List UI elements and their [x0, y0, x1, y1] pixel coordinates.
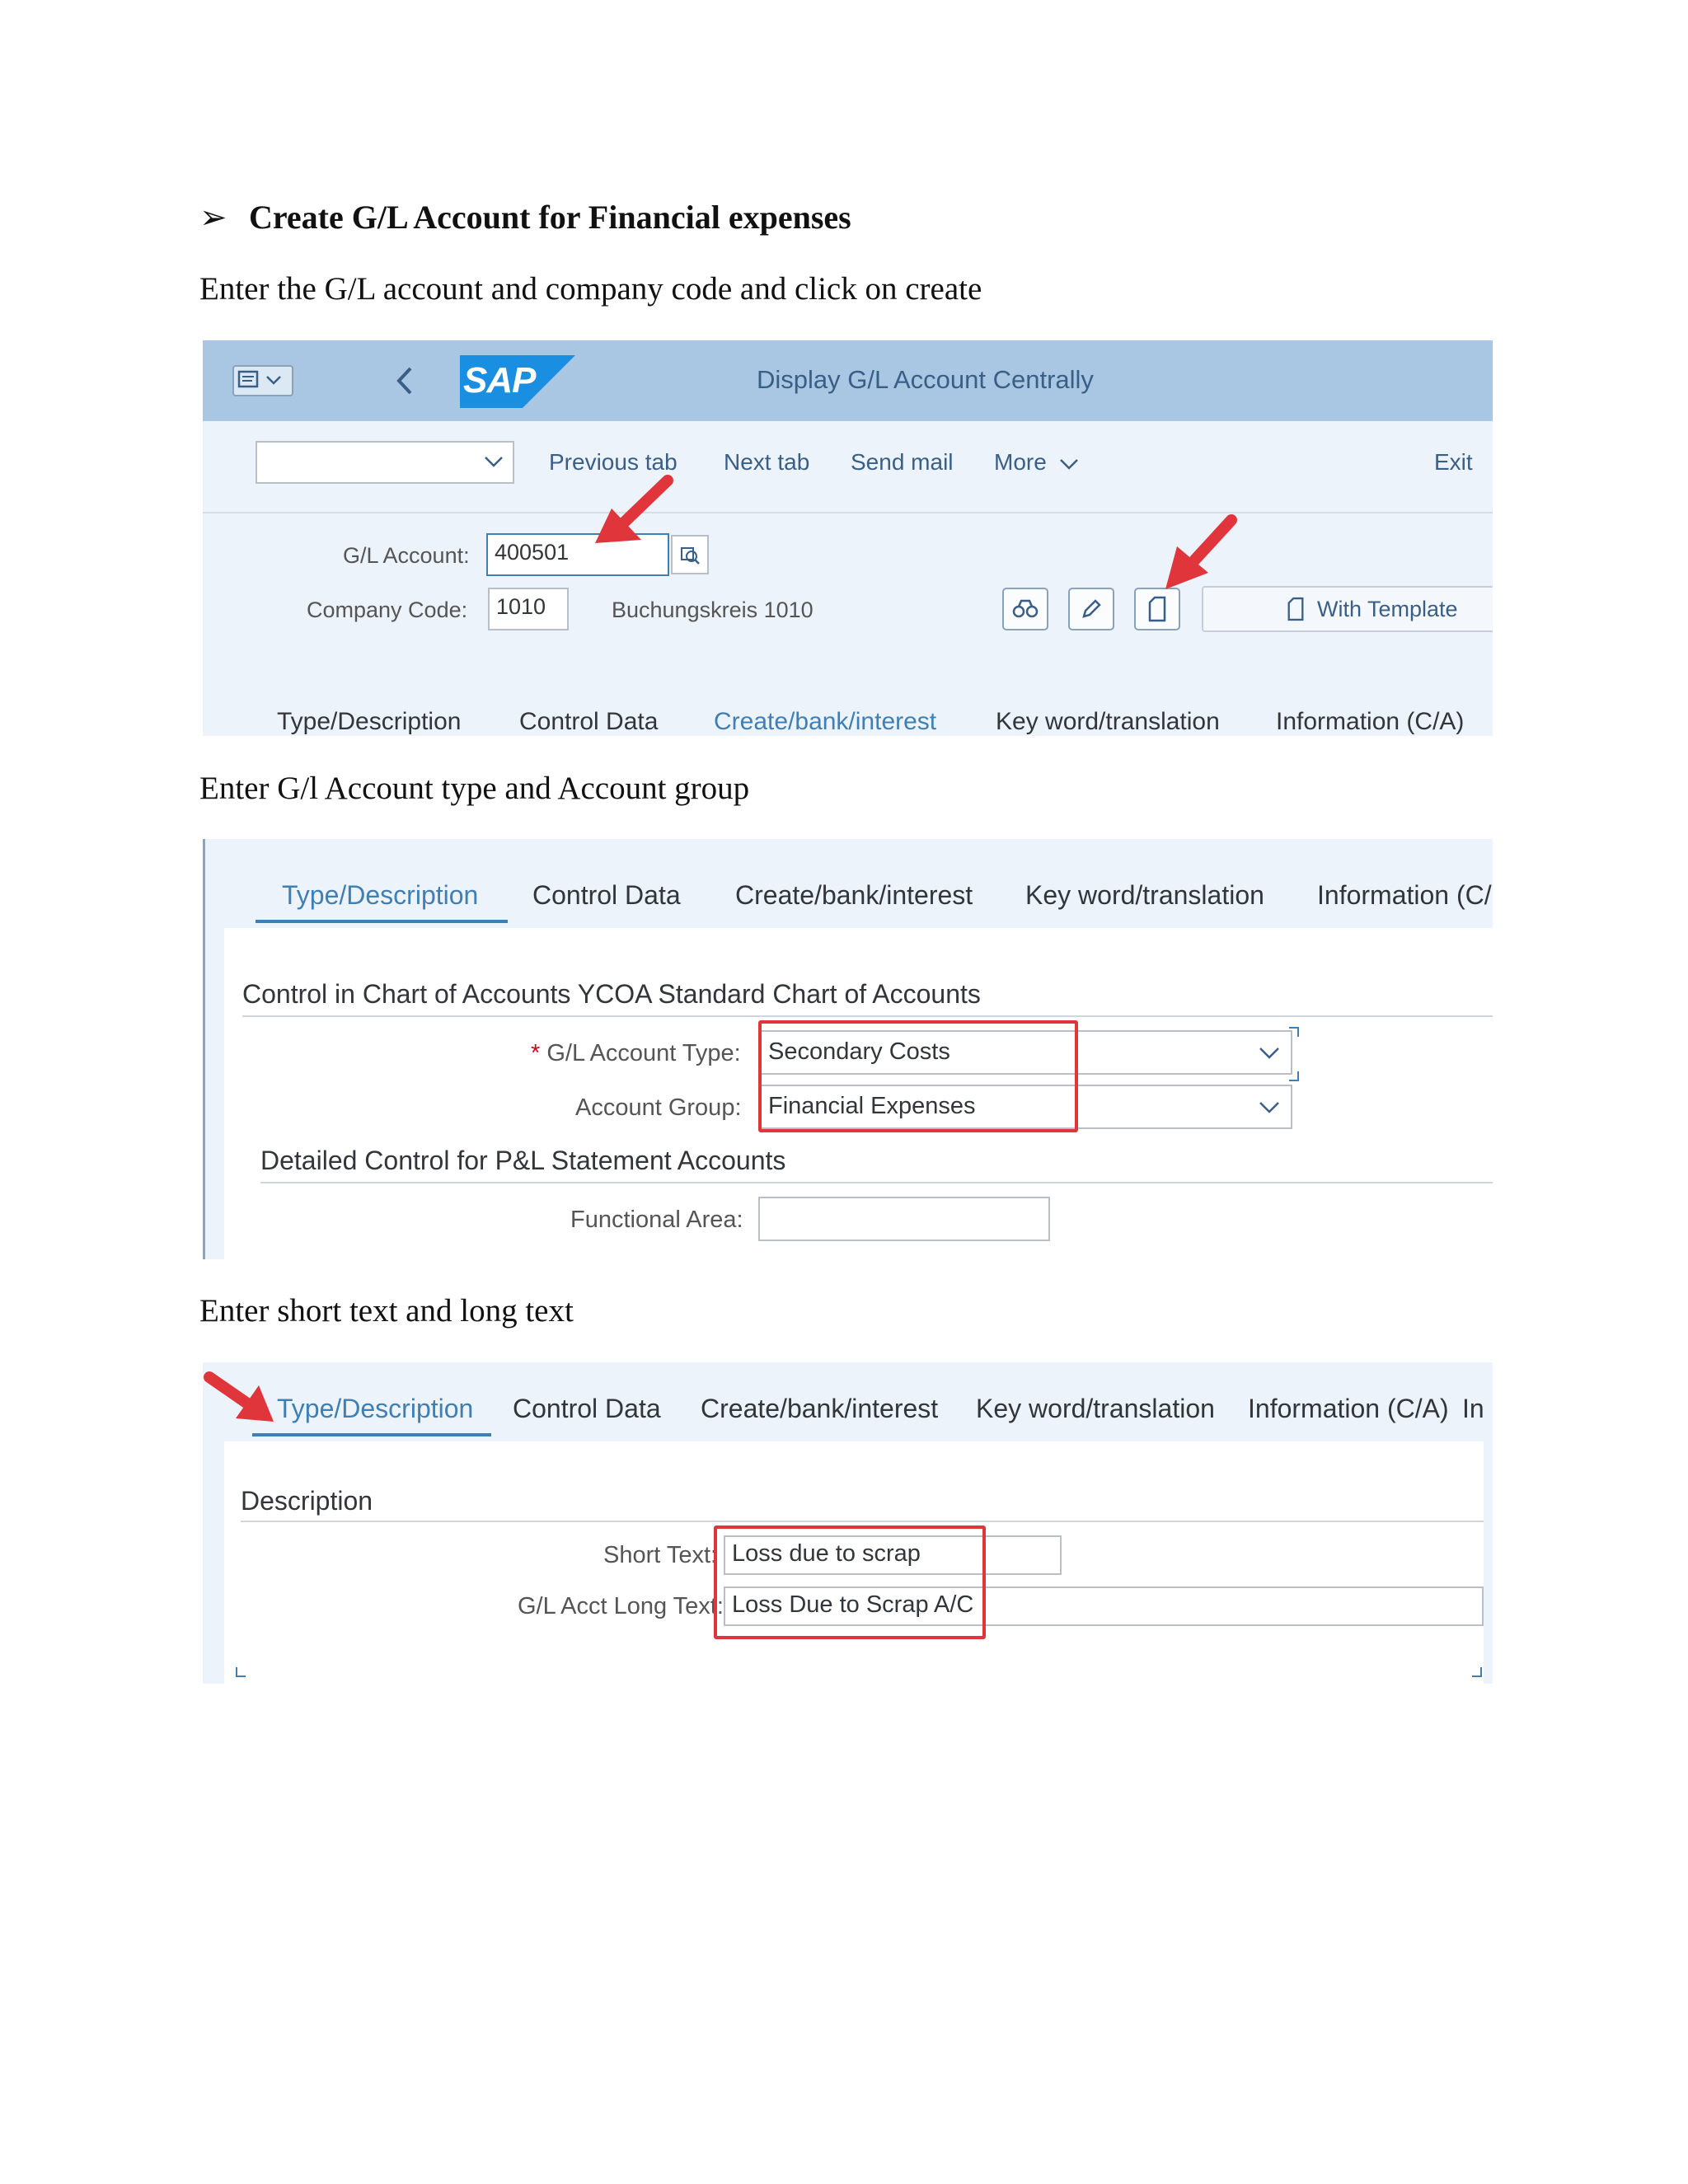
- screenshot-description: [203, 1362, 1493, 1684]
- annotation-arrow-icon: [1159, 513, 1250, 596]
- account-group-label: Account Group:: [575, 1094, 742, 1121]
- tab-create-bank-interest[interactable]: Create/bank/interest: [714, 708, 937, 735]
- previous-tab-button[interactable]: Previous tab: [549, 449, 678, 475]
- step3-text: Enter short text and long text: [199, 1293, 574, 1329]
- new-document-icon: [1286, 597, 1306, 621]
- shell-bar: [203, 340, 1493, 421]
- screenshot-type-description: [203, 839, 1493, 1259]
- with-template-label: With Template: [1317, 596, 1458, 621]
- account-type-label-text: G/L Account Type:: [546, 1040, 741, 1066]
- active-tab-underline: [252, 1433, 491, 1436]
- tab-type-description[interactable]: Type/Description: [277, 1394, 474, 1423]
- tab-type-description[interactable]: Type/Description: [282, 880, 479, 910]
- chevron-down-icon: [1258, 1045, 1281, 1062]
- left-border: [203, 839, 205, 1259]
- focus-corner: [1472, 1667, 1482, 1677]
- more-label: More: [994, 449, 1047, 475]
- doc-heading: [199, 198, 851, 237]
- display-button[interactable]: [1002, 588, 1048, 630]
- long-text-label: G/L Acct Long Text:: [518, 1593, 724, 1619]
- annotation-highlight-box: [758, 1020, 1078, 1132]
- divider: [241, 1521, 1484, 1522]
- divider: [260, 1182, 1493, 1183]
- account-type-label: [531, 1040, 741, 1067]
- focus-corner: [1289, 1027, 1299, 1037]
- tab-control-data[interactable]: Control Data: [519, 708, 659, 735]
- tab-information-cut[interactable]: In: [1462, 1394, 1484, 1423]
- gl-account-label: G/L Account:: [343, 543, 470, 568]
- functional-area-label: Functional Area:: [570, 1207, 743, 1233]
- section-title-description: Description: [241, 1486, 373, 1516]
- step1-text: Enter the G/L account and company code and click on create: [199, 271, 982, 307]
- tab-control-data[interactable]: Control Data: [532, 880, 681, 910]
- edit-button[interactable]: [1068, 588, 1114, 630]
- active-tab-underline: [256, 920, 508, 923]
- company-code-description: Buchungskreis 1010: [612, 598, 814, 622]
- screenshot-display-gl-account: [203, 340, 1493, 736]
- chevron-down-icon: [1258, 1099, 1281, 1116]
- section-title-chart-of-accounts: Control in Chart of Accounts YCOA Standard Chart of Accounts: [242, 979, 981, 1009]
- glasses-icon: [1011, 598, 1039, 620]
- tab-type-description[interactable]: Type/Description: [277, 708, 462, 735]
- sap-logo-text: SAP: [463, 360, 536, 401]
- long-text-input[interactable]: Loss Due to Scrap A/C: [724, 1586, 1484, 1626]
- more-button[interactable]: [994, 449, 1080, 476]
- tab-key-word-translation[interactable]: Key word/translation: [976, 1394, 1215, 1423]
- exit-button[interactable]: Exit: [1434, 449, 1473, 475]
- tab-key-word-translation[interactable]: Key word/translation: [996, 708, 1220, 735]
- tab-create-bank-interest[interactable]: Create/bank/interest: [735, 880, 973, 910]
- toolbar-select[interactable]: [256, 441, 514, 484]
- tab-information[interactable]: Information (C/A): [1248, 1394, 1449, 1423]
- tab-key-word-translation[interactable]: Key word/translation: [1025, 880, 1264, 910]
- tab-control-data[interactable]: Control Data: [513, 1394, 661, 1423]
- account-type-value: Secondary Costs: [768, 1038, 950, 1065]
- arrow-bullet-icon: ➢: [199, 199, 227, 236]
- required-marker: *: [531, 1040, 541, 1066]
- company-code-label: Company Code:: [307, 598, 468, 622]
- tab-information[interactable]: Information (C/A): [1276, 708, 1465, 735]
- chevron-down-icon: [1058, 457, 1080, 471]
- tab-information[interactable]: Information (C/: [1317, 880, 1492, 910]
- menu-icon[interactable]: [232, 365, 293, 396]
- pencil-icon: [1079, 597, 1104, 621]
- divider: [242, 1015, 1493, 1017]
- send-mail-button[interactable]: Send mail: [851, 449, 954, 475]
- section-title-pl-statement: Detailed Control for P&L Statement Accounts: [260, 1146, 786, 1175]
- short-text-input[interactable]: Loss due to scrap: [724, 1535, 1062, 1575]
- functional-area-input[interactable]: [758, 1197, 1050, 1241]
- annotation-arrow-icon: [590, 472, 681, 555]
- annotation-highlight-box: [714, 1526, 986, 1639]
- toolbar: [203, 421, 1493, 513]
- gl-account-input[interactable]: 400501: [486, 533, 669, 576]
- heading-text: Create G/L Account for Financial expenses: [249, 199, 851, 236]
- sap-logo: [460, 355, 575, 408]
- annotation-arrow-icon: [203, 1366, 285, 1432]
- new-document-icon: [1146, 596, 1168, 622]
- focus-corner: [1289, 1071, 1299, 1081]
- tab-create-bank-interest[interactable]: Create/bank/interest: [701, 1394, 939, 1423]
- back-icon[interactable]: [392, 362, 417, 400]
- account-group-value: Financial Expenses: [768, 1093, 976, 1119]
- page-title: Display G/L Account Centrally: [757, 365, 1094, 394]
- short-text-label: Short Text:: [603, 1542, 718, 1568]
- focus-corner: [236, 1667, 246, 1677]
- company-code-input[interactable]: 1010: [488, 588, 569, 630]
- step2-text: Enter G/l Account type and Account group: [199, 771, 750, 806]
- next-tab-button[interactable]: Next tab: [724, 449, 810, 475]
